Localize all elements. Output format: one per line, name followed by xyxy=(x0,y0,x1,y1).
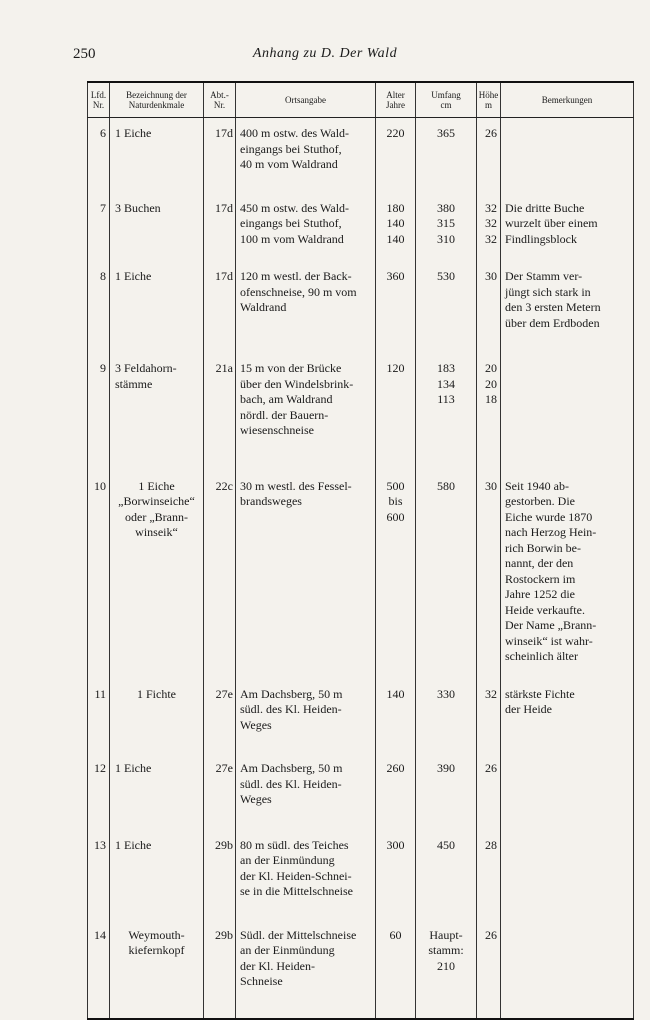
height-line: 26 xyxy=(485,927,497,942)
header-label-line: Höhe xyxy=(478,90,499,100)
age-line: bis xyxy=(388,494,403,508)
location-line: über den Windelsbrink- xyxy=(240,376,354,391)
header-alter xyxy=(376,82,416,118)
monument-name-line: Weymouth- xyxy=(128,927,185,942)
remark-line: Der Name „Brann- xyxy=(505,618,597,632)
location-cell xyxy=(236,193,376,262)
row-number-cell: 11 xyxy=(88,679,110,754)
location-line: se in die Mittelschneise xyxy=(240,884,353,898)
header-hoehe xyxy=(477,82,501,118)
remark-line: winseik“ ist wahr- xyxy=(505,633,593,648)
division-number-cell: 29b xyxy=(204,920,236,1019)
location-line: Weges xyxy=(240,717,272,732)
table-row xyxy=(88,193,634,262)
location-cell xyxy=(236,920,376,1019)
row-number-cell: 14 xyxy=(88,920,110,1019)
remarks-cell xyxy=(501,471,634,679)
age-cell xyxy=(376,471,416,679)
header-bezeichnung xyxy=(110,82,204,118)
location-line: eingangs bei Stuthof, xyxy=(240,141,342,156)
location-line: 30 m westl. des Fessel- xyxy=(240,478,352,493)
remark-line: nannt, der den xyxy=(505,556,574,570)
division-number-cell: 17d xyxy=(204,261,236,353)
table-row xyxy=(88,353,634,471)
circumference-line: 310 xyxy=(437,231,455,246)
table-row xyxy=(88,261,634,353)
natural-monument-name-cell xyxy=(110,261,204,353)
remark-line: Die dritte Buche xyxy=(505,200,585,215)
row-number-cell: 12 xyxy=(88,753,110,830)
row-number-cell: 9 xyxy=(88,353,110,471)
circumference-line: 210 xyxy=(437,958,455,973)
monument-name-line: 1 Fichte xyxy=(137,686,176,701)
monument-name-line: oder „Brann- xyxy=(125,509,188,524)
remark-line: stärkste Fichte xyxy=(505,686,575,701)
header-label-line: Nr. xyxy=(92,100,105,110)
monument-name-line: 1 Eiche xyxy=(138,478,175,493)
age-line: 600 xyxy=(386,509,405,524)
circumference-cell xyxy=(416,830,477,920)
location-line: südl. des Kl. Heiden- xyxy=(240,776,342,791)
height-line: 32 xyxy=(485,686,497,701)
remark-line: scheinlich älter xyxy=(505,649,578,663)
age-line: 120 xyxy=(386,361,405,375)
circumference-line: 530 xyxy=(437,269,455,283)
circumference-cell xyxy=(416,261,477,353)
remark-line: den 3 ersten Metern xyxy=(505,300,601,314)
height-line: 26 xyxy=(485,126,497,140)
location-line: der Kl. Heiden- xyxy=(240,958,315,973)
remark-line: Seit 1940 ab- xyxy=(505,478,569,493)
circumference-cell xyxy=(416,753,477,830)
height-line: 30 xyxy=(485,269,497,283)
remarks-cell xyxy=(501,353,634,471)
height-cell xyxy=(477,193,501,262)
header-label-line: Umfang xyxy=(431,90,461,100)
location-line: Am Dachsberg, 50 m xyxy=(240,686,343,701)
remark-line: der Heide xyxy=(505,702,552,716)
header-ortsangabe xyxy=(236,82,376,118)
height-cell xyxy=(477,753,501,830)
header-abt xyxy=(204,82,236,118)
location-line: 400 m ostw. des Wald- xyxy=(240,126,350,140)
height-line: 26 xyxy=(485,761,497,775)
division-number-cell: 21a xyxy=(204,353,236,471)
header-nr xyxy=(88,82,110,118)
header-label-line: Lfd. xyxy=(90,90,107,100)
height-line: 32 xyxy=(485,200,497,215)
age-cell xyxy=(376,679,416,754)
remark-line: gestorben. Die xyxy=(505,494,575,508)
header-label-line: Bezeichnung der xyxy=(126,90,187,100)
location-cell xyxy=(236,679,376,754)
natural-monument-name-cell xyxy=(110,471,204,679)
location-line: südl. des Kl. Heiden- xyxy=(240,702,342,716)
location-line: nördl. der Bauern- xyxy=(240,407,329,422)
location-line: an der Einmündung xyxy=(240,853,335,867)
circumference-line: 450 xyxy=(437,837,455,852)
remark-line: wurzelt über einem xyxy=(505,216,598,230)
height-line: 32 xyxy=(485,216,497,230)
row-number-cell: 8 xyxy=(88,261,110,353)
circumference-line: 315 xyxy=(437,216,455,230)
division-number-cell: 29b xyxy=(204,830,236,920)
circumference-cell xyxy=(416,193,477,262)
circumference-line: 113 xyxy=(437,392,455,406)
circumference-line: 380 xyxy=(437,200,455,215)
monument-name-line: 3 Buchen xyxy=(115,200,161,215)
age-line: 140 xyxy=(386,686,405,701)
height-line: 20 xyxy=(485,361,497,375)
table-row xyxy=(88,920,634,1019)
location-cell xyxy=(236,830,376,920)
location-line: brandsweges xyxy=(240,494,302,508)
location-line: Schneise xyxy=(240,974,283,988)
monument-name-line: 1 Eiche xyxy=(115,761,152,775)
age-cell xyxy=(376,830,416,920)
location-line: Südl. der Mittelschneise xyxy=(240,927,357,942)
location-line: 40 m vom Waldrand xyxy=(240,157,338,171)
age-line: 300 xyxy=(386,837,405,852)
remarks-cell xyxy=(501,830,634,920)
circumference-line: 390 xyxy=(437,761,455,775)
row-number-cell: 7 xyxy=(88,193,110,262)
page-number: 250 xyxy=(73,46,96,62)
location-cell xyxy=(236,753,376,830)
location-line: 100 m vom Waldrand xyxy=(240,231,344,246)
height-cell xyxy=(477,471,501,679)
header-label-line: Abt.- xyxy=(210,90,229,100)
height-cell xyxy=(477,679,501,754)
circumference-line: 183 xyxy=(437,361,455,375)
circumference-line: 365 xyxy=(437,126,455,140)
naturdenkmale-table-container xyxy=(87,81,633,1020)
remark-line: Heide verkaufte. xyxy=(505,602,585,617)
age-line: 60 xyxy=(389,927,402,942)
division-number-cell: 27e xyxy=(204,679,236,754)
location-line: an der Einmündung xyxy=(240,943,335,957)
remarks-cell xyxy=(501,193,634,262)
height-cell xyxy=(477,261,501,353)
location-line: der Kl. Heiden-Schnei- xyxy=(240,868,352,883)
height-cell xyxy=(477,920,501,1019)
location-cell xyxy=(236,118,376,193)
remark-line: Der Stamm ver- xyxy=(505,269,583,283)
location-cell xyxy=(236,261,376,353)
header-label-line: Alter xyxy=(386,90,405,100)
header-umfang xyxy=(416,82,477,118)
remark-line: Jahre 1252 die xyxy=(505,587,575,601)
table-body xyxy=(88,118,634,1019)
height-cell xyxy=(477,830,501,920)
circumference-cell xyxy=(416,353,477,471)
table-row xyxy=(88,753,634,830)
age-cell xyxy=(376,753,416,830)
division-number-cell: 17d xyxy=(204,118,236,193)
division-number-cell: 27e xyxy=(204,753,236,830)
age-line: 140 xyxy=(386,231,405,246)
natural-monument-name-cell xyxy=(110,353,204,471)
row-number-cell: 10 xyxy=(88,471,110,679)
header-label-line: Ortsangabe xyxy=(285,95,326,105)
height-line: 28 xyxy=(485,837,497,852)
location-cell xyxy=(236,471,376,679)
height-line: 30 xyxy=(485,478,497,493)
age-cell xyxy=(376,353,416,471)
age-cell xyxy=(376,193,416,262)
remark-line: jüngt sich stark in xyxy=(505,284,591,299)
height-line: 32 xyxy=(485,231,497,246)
age-line: 500 xyxy=(386,478,405,493)
table-row xyxy=(88,471,634,679)
location-line: 450 m ostw. des Wald- xyxy=(240,200,350,215)
header-label-line: Naturdenkmale xyxy=(128,100,185,110)
age-line: 260 xyxy=(386,761,405,775)
location-line: bach, am Waldrand xyxy=(240,392,333,406)
remarks-cell xyxy=(501,118,634,193)
circumference-line: 134 xyxy=(437,376,455,391)
monument-name-line: 1 Eiche xyxy=(115,126,152,140)
location-cell xyxy=(236,353,376,471)
remark-line: Rostockern im xyxy=(505,571,576,586)
location-line: eingangs bei Stuthof, xyxy=(240,216,342,230)
height-cell xyxy=(477,353,501,471)
row-number-cell: 6 xyxy=(88,118,110,193)
header-label-line: Nr. xyxy=(213,100,226,110)
table-row xyxy=(88,830,634,920)
natural-monument-name-cell xyxy=(110,118,204,193)
circumference-line: Haupt- xyxy=(429,927,463,942)
age-line: 140 xyxy=(386,216,405,230)
header-label-line: cm xyxy=(440,100,452,110)
remark-line: Findlingsblock xyxy=(505,231,578,246)
division-number-cell: 17d xyxy=(204,193,236,262)
natural-monument-name-cell xyxy=(110,830,204,920)
naturdenkmale-table xyxy=(87,81,634,1020)
division-number-cell: 22c xyxy=(204,471,236,679)
remark-line: nach Herzog Hein- xyxy=(505,525,597,539)
location-line: Waldrand xyxy=(240,300,287,314)
circumference-line: 580 xyxy=(437,478,455,493)
monument-name-line: stämme xyxy=(115,376,153,391)
location-line: wiesenschneise xyxy=(240,423,314,437)
monument-name-line: winseik“ xyxy=(135,525,178,539)
table-row xyxy=(88,679,634,754)
circumference-cell xyxy=(416,920,477,1019)
natural-monument-name-cell xyxy=(110,193,204,262)
remarks-cell xyxy=(501,679,634,754)
circumference-cell xyxy=(416,118,477,193)
location-line: 15 m von der Brücke xyxy=(240,361,342,375)
monument-name-line: 3 Feldahorn- xyxy=(115,361,177,375)
monument-name-line: kiefernkopf xyxy=(128,943,185,957)
monument-name-line: 1 Eiche xyxy=(115,837,152,852)
monument-name-line: 1 Eiche xyxy=(115,269,152,283)
running-title: Anhang zu D. Der Wald xyxy=(252,46,398,61)
natural-monument-name-cell xyxy=(110,679,204,754)
remark-line: Eiche wurde 1870 xyxy=(505,509,593,524)
height-line: 20 xyxy=(485,376,497,391)
header-label-line: Bemerkungen xyxy=(541,95,593,105)
height-cell xyxy=(477,118,501,193)
circumference-line: 330 xyxy=(437,686,455,701)
header-bemerkungen xyxy=(501,82,634,118)
age-cell xyxy=(376,920,416,1019)
monument-name-line: „Borwinseiche“ xyxy=(118,494,195,508)
header-label-line: m xyxy=(484,100,492,110)
location-line: Weges xyxy=(240,792,272,806)
location-line: 80 m südl. des Teiches xyxy=(240,837,349,852)
height-line: 18 xyxy=(485,392,497,406)
remarks-cell xyxy=(501,920,634,1019)
location-line: 120 m westl. der Back- xyxy=(240,269,352,283)
remark-line: über dem Erdboden xyxy=(505,315,600,330)
age-line: 220 xyxy=(386,126,405,140)
age-line: 180 xyxy=(386,200,405,215)
natural-monument-name-cell xyxy=(110,753,204,830)
circumference-line: stamm: xyxy=(428,943,464,957)
remarks-cell xyxy=(501,753,634,830)
header-label-line: Jahre xyxy=(386,100,405,110)
table-header-row xyxy=(88,82,634,118)
table-row xyxy=(88,118,634,193)
natural-monument-name-cell xyxy=(110,920,204,1019)
row-number-cell: 13 xyxy=(88,830,110,920)
age-line: 360 xyxy=(386,269,405,283)
age-cell xyxy=(376,118,416,193)
circumference-cell xyxy=(416,471,477,679)
age-cell xyxy=(376,261,416,353)
circumference-cell xyxy=(416,679,477,754)
remark-line: rich Borwin be- xyxy=(505,540,581,555)
location-line: Am Dachsberg, 50 m xyxy=(240,761,343,775)
location-line: ofenschneise, 90 m vom xyxy=(240,284,357,299)
remarks-cell xyxy=(501,261,634,353)
